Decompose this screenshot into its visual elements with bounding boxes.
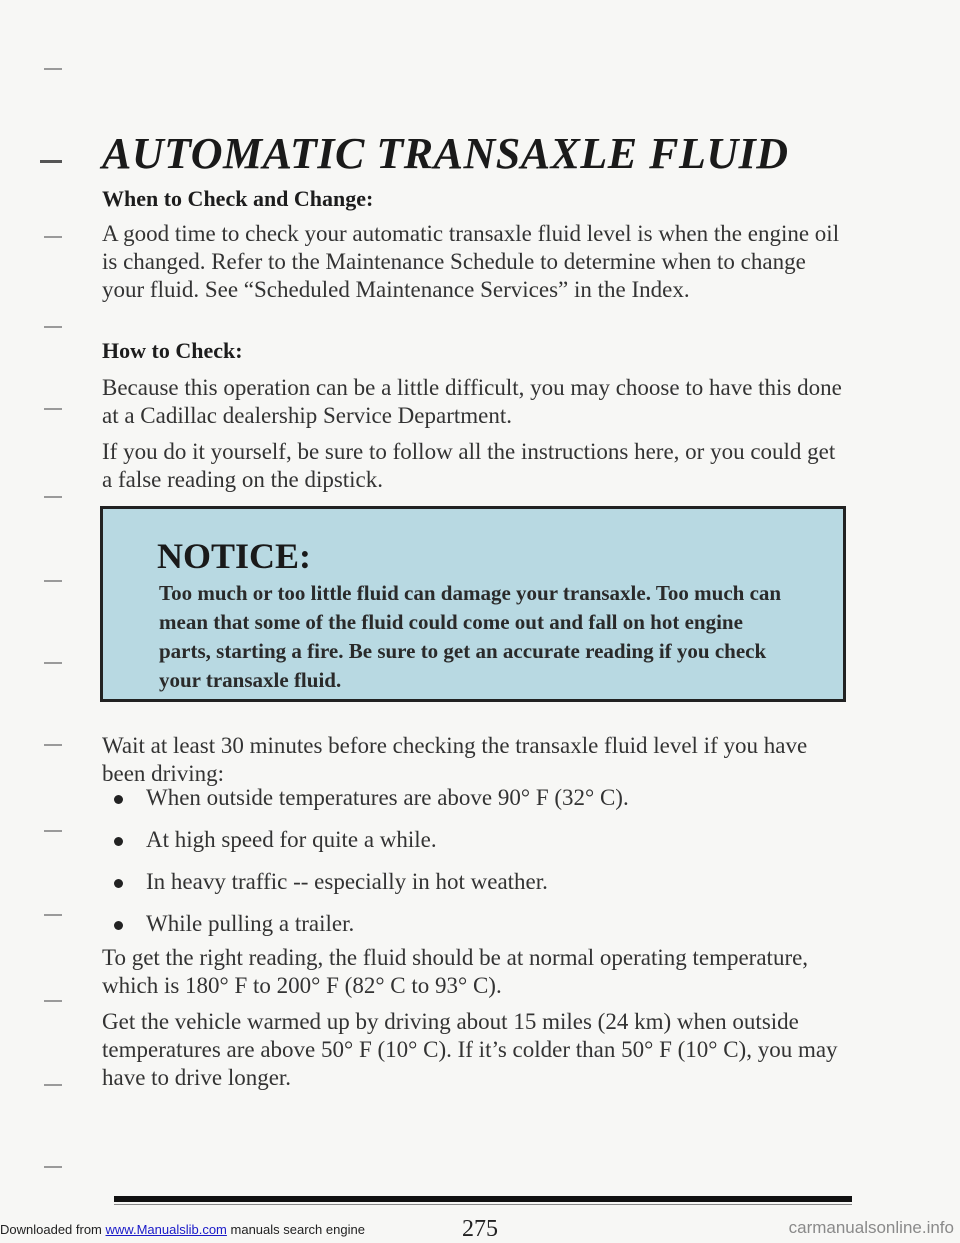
download-prefix: Downloaded from (0, 1222, 102, 1237)
margin-mark (40, 160, 62, 163)
margin-mark (44, 914, 62, 916)
paragraph-dealership: Because this operation can be a little difficult, you may choose to have this done at a Cadillac dealership Service Department. (102, 375, 842, 428)
bullet-list (110, 784, 629, 952)
margin-mark (44, 1000, 62, 1002)
section-heading-how: How to Check: (102, 338, 243, 363)
bullet-icon (114, 921, 123, 930)
margin-mark (44, 68, 62, 70)
notice-box (100, 506, 846, 702)
download-credit (0, 1222, 365, 1237)
section-heading-when: When to Check and Change: (102, 186, 374, 211)
paragraph-do-it-yourself: If you do it yourself, be sure to follow all the instructions here, or you could get a false reading on the dipstick. (102, 439, 836, 492)
margin-mark (44, 830, 62, 832)
margin-mark (44, 236, 62, 238)
notice-text: Too much or too little fluid can damage your transaxle. Too much can mean that some of the fluid could come out and fall on hot engine parts, starting a fire. Be sure to get an accurate reading if you check your transaxle fluid. (159, 581, 782, 692)
margin-mark (44, 326, 62, 328)
list-item (110, 868, 629, 910)
bullet-icon (114, 795, 123, 804)
notice-title: NOTICE: (157, 536, 312, 576)
list-item-text: While pulling a trailer. (146, 911, 355, 936)
list-item-text: At high speed for quite a while. (146, 827, 437, 852)
footer-rule-thin (114, 1204, 852, 1205)
margin-mark (44, 744, 62, 746)
bullet-icon (114, 879, 123, 888)
page-number: 275 (462, 1216, 498, 1242)
paragraph-right-reading: To get the right reading, the fluid should be at normal operating temperature, which is 180° F to 200° F (82° C to 93° C). (102, 945, 809, 998)
list-item-text: When outside temperatures are above 90° F (32° C). (146, 785, 629, 810)
bullet-icon (114, 837, 123, 846)
paragraph-when-to-check: A good time to check your automatic transaxle fluid level is when the engine oil is changed. Refer to the Maintenance Schedule to determine when to change your fluid. See “Scheduled Maintenance Services” in the Index. (102, 221, 840, 302)
margin-mark (44, 1084, 62, 1086)
paragraph-warm-up: Get the vehicle warmed up by driving about 15 miles (24 km) when outside temperatures are above 50° F (10° C). If it’s colder than 50° F (10° C), you may have to drive longer. (102, 1009, 838, 1090)
margin-mark (44, 496, 62, 498)
list-item (110, 826, 629, 868)
watermark: carmanualsonline.info (788, 1218, 954, 1237)
margin-mark (44, 1166, 62, 1168)
page-title: AUTOMATIC TRANSAXLE FLUID (102, 129, 789, 178)
list-item-text: In heavy traffic -- especially in hot weather. (146, 869, 548, 894)
download-suffix: manuals search engine (230, 1222, 365, 1237)
list-item (110, 784, 629, 826)
margin-mark (44, 662, 62, 664)
manualslib-link[interactable]: www.Manualslib.com (105, 1222, 227, 1237)
margin-mark (44, 580, 62, 582)
margin-mark (44, 408, 62, 410)
paragraph-wait: Wait at least 30 minutes before checking the transaxle fluid level if you have been driving: (102, 733, 808, 786)
footer-rule (114, 1196, 852, 1202)
